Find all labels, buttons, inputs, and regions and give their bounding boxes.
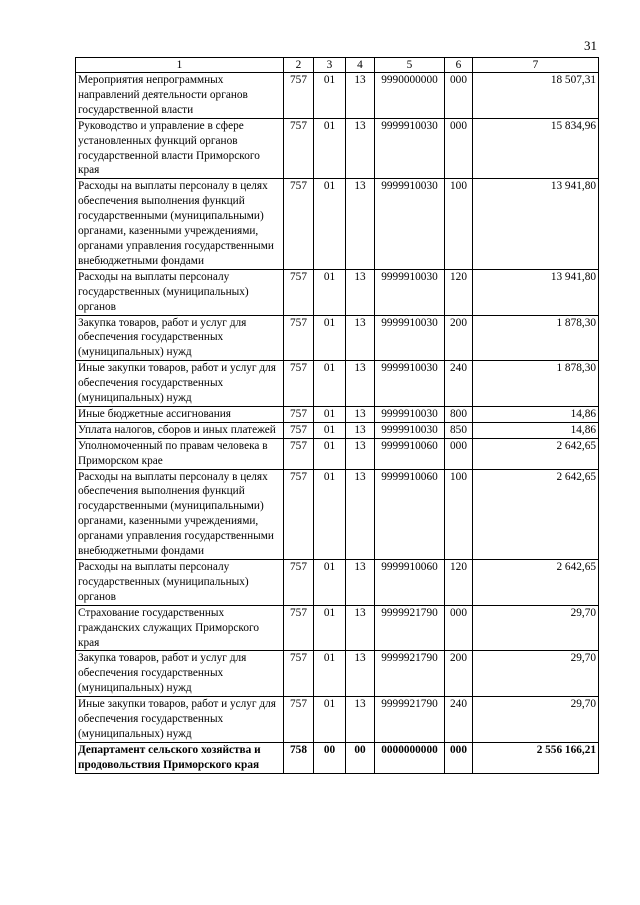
row-ministry-code: 757 xyxy=(284,560,314,606)
row-target-code: 9999921790 xyxy=(375,697,445,743)
row-subsection-code: 13 xyxy=(346,651,375,697)
budget-table xyxy=(75,57,599,774)
row-subsection-code: 13 xyxy=(346,697,375,743)
row-amount: 1 878,30 xyxy=(473,361,599,407)
row-subsection-code: 13 xyxy=(346,469,375,559)
row-expense-type-code: 100 xyxy=(445,469,473,559)
row-ministry-code: 757 xyxy=(284,651,314,697)
row-section-code: 01 xyxy=(314,406,346,422)
table-row xyxy=(76,651,599,697)
row-subsection-code: 13 xyxy=(346,315,375,361)
row-section-code: 01 xyxy=(314,118,346,179)
row-subsection-code: 13 xyxy=(346,605,375,651)
table-row xyxy=(76,269,599,315)
row-target-code: 9999910030 xyxy=(375,118,445,179)
table-row xyxy=(76,469,599,559)
row-ministry-code: 757 xyxy=(284,179,314,269)
row-amount: 15 834,96 xyxy=(473,118,599,179)
table-row xyxy=(76,73,599,119)
row-expense-type-code: 120 xyxy=(445,560,473,606)
row-ministry-code: 757 xyxy=(284,269,314,315)
row-section-code: 01 xyxy=(314,469,346,559)
row-ministry-code: 757 xyxy=(284,469,314,559)
row-target-code: 9999910030 xyxy=(375,361,445,407)
table-row xyxy=(76,605,599,651)
table-row xyxy=(76,422,599,438)
row-amount: 2 642,65 xyxy=(473,560,599,606)
row-expense-type-code: 000 xyxy=(445,438,473,469)
row-target-code: 9999910060 xyxy=(375,469,445,559)
row-target-code: 9999921790 xyxy=(375,651,445,697)
row-ministry-code: 757 xyxy=(284,73,314,119)
row-target-code: 9990000000 xyxy=(375,73,445,119)
row-subsection-code: 13 xyxy=(346,118,375,179)
row-expense-type-code: 200 xyxy=(445,315,473,361)
table-row xyxy=(76,179,599,269)
row-name: Расходы на выплаты персоналу государственных (муниципальных) органов xyxy=(76,560,284,606)
row-subsection-code: 00 xyxy=(346,742,375,773)
col-header-subsection: 4 xyxy=(346,58,375,73)
table-row xyxy=(76,361,599,407)
row-amount: 14,86 xyxy=(473,422,599,438)
row-expense-type-code: 100 xyxy=(445,179,473,269)
row-section-code: 00 xyxy=(314,742,346,773)
page-number: 31 xyxy=(584,38,597,53)
row-name: Уполномоченный по правам человека в Приморском крае xyxy=(76,438,284,469)
row-ministry-code: 758 xyxy=(284,742,314,773)
row-section-code: 01 xyxy=(314,438,346,469)
table-row xyxy=(76,406,599,422)
row-subsection-code: 13 xyxy=(346,560,375,606)
row-amount: 2 642,65 xyxy=(473,469,599,559)
row-section-code: 01 xyxy=(314,73,346,119)
row-amount: 29,70 xyxy=(473,651,599,697)
row-section-code: 01 xyxy=(314,651,346,697)
row-section-code: 01 xyxy=(314,422,346,438)
row-amount: 29,70 xyxy=(473,605,599,651)
row-amount: 2 642,65 xyxy=(473,438,599,469)
row-target-code: 9999921790 xyxy=(375,605,445,651)
table-row xyxy=(76,315,599,361)
row-ministry-code: 757 xyxy=(284,118,314,179)
row-target-code: 9999910030 xyxy=(375,422,445,438)
row-amount: 18 507,31 xyxy=(473,73,599,119)
row-expense-type-code: 800 xyxy=(445,406,473,422)
row-expense-type-code: 240 xyxy=(445,361,473,407)
row-name: Уплата налогов, сборов и иных платежей xyxy=(76,422,284,438)
row-target-code: 9999910030 xyxy=(375,179,445,269)
row-target-code: 9999910030 xyxy=(375,315,445,361)
row-target-code: 9999910060 xyxy=(375,438,445,469)
row-target-code: 9999910060 xyxy=(375,560,445,606)
row-ministry-code: 757 xyxy=(284,315,314,361)
row-amount: 14,86 xyxy=(473,406,599,422)
table-row xyxy=(76,118,599,179)
row-amount: 29,70 xyxy=(473,697,599,743)
row-name: Страхование государственных гражданских служащих Приморского края xyxy=(76,605,284,651)
row-ministry-code: 757 xyxy=(284,406,314,422)
row-amount: 1 878,30 xyxy=(473,315,599,361)
row-name: Расходы на выплаты персоналу в целях обеспечения выполнения функций государственными (муниципальными) органами, казенными учреждениями, органами управления государственными внебюджетными фондами xyxy=(76,179,284,269)
col-header-section: 3 xyxy=(314,58,346,73)
row-section-code: 01 xyxy=(314,560,346,606)
row-subsection-code: 13 xyxy=(346,422,375,438)
row-target-code: 9999910030 xyxy=(375,269,445,315)
row-amount: 2 556 166,21 xyxy=(473,742,599,773)
row-section-code: 01 xyxy=(314,179,346,269)
row-subsection-code: 13 xyxy=(346,179,375,269)
row-name: Иные закупки товаров, работ и услуг для обеспечения государственных (муниципальных) нужд xyxy=(76,361,284,407)
row-name: Иные закупки товаров, работ и услуг для обеспечения государственных (муниципальных) нужд xyxy=(76,697,284,743)
row-section-code: 01 xyxy=(314,315,346,361)
row-expense-type-code: 000 xyxy=(445,73,473,119)
row-subsection-code: 13 xyxy=(346,73,375,119)
row-expense-type-code: 850 xyxy=(445,422,473,438)
row-ministry-code: 757 xyxy=(284,422,314,438)
row-expense-type-code: 120 xyxy=(445,269,473,315)
table-row xyxy=(76,742,599,773)
row-subsection-code: 13 xyxy=(346,406,375,422)
row-name: Департамент сельского хозяйства и продовольствия Приморского края xyxy=(76,742,284,773)
row-expense-type-code: 000 xyxy=(445,605,473,651)
col-header-target: 5 xyxy=(375,58,445,73)
header-row xyxy=(76,58,599,73)
row-expense-type-code: 240 xyxy=(445,697,473,743)
row-ministry-code: 757 xyxy=(284,605,314,651)
row-expense-type-code: 000 xyxy=(445,118,473,179)
row-expense-type-code: 000 xyxy=(445,742,473,773)
row-name: Руководство и управление в сфере установленных функций органов государственной власти Приморского края xyxy=(76,118,284,179)
row-amount: 13 941,80 xyxy=(473,269,599,315)
row-name: Иные бюджетные ассигнования xyxy=(76,406,284,422)
row-ministry-code: 757 xyxy=(284,438,314,469)
table-row xyxy=(76,697,599,743)
row-target-code: 9999910030 xyxy=(375,406,445,422)
col-header-name: 1 xyxy=(76,58,284,73)
row-expense-type-code: 200 xyxy=(445,651,473,697)
row-name: Закупка товаров, работ и услуг для обеспечения государственных (муниципальных) нужд xyxy=(76,651,284,697)
col-header-expense-type: 6 xyxy=(445,58,473,73)
row-section-code: 01 xyxy=(314,269,346,315)
row-name: Расходы на выплаты персоналу государственных (муниципальных) органов xyxy=(76,269,284,315)
row-name: Мероприятия непрограммных направлений деятельности органов государственной власти xyxy=(76,73,284,119)
row-subsection-code: 13 xyxy=(346,361,375,407)
row-name: Расходы на выплаты персоналу в целях обеспечения выполнения функций государственными (муниципальными) органами, казенными учреждениями, органами управления государственными внебюджетными фондами xyxy=(76,469,284,559)
row-name: Закупка товаров, работ и услуг для обеспечения государственных (муниципальных) нужд xyxy=(76,315,284,361)
col-header-amount: 7 xyxy=(473,58,599,73)
row-subsection-code: 13 xyxy=(346,269,375,315)
row-amount: 13 941,80 xyxy=(473,179,599,269)
row-target-code: 0000000000 xyxy=(375,742,445,773)
table-row xyxy=(76,438,599,469)
row-ministry-code: 757 xyxy=(284,361,314,407)
row-section-code: 01 xyxy=(314,697,346,743)
row-ministry-code: 757 xyxy=(284,697,314,743)
row-section-code: 01 xyxy=(314,361,346,407)
row-section-code: 01 xyxy=(314,605,346,651)
col-header-ministry: 2 xyxy=(284,58,314,73)
table-row xyxy=(76,560,599,606)
row-subsection-code: 13 xyxy=(346,438,375,469)
